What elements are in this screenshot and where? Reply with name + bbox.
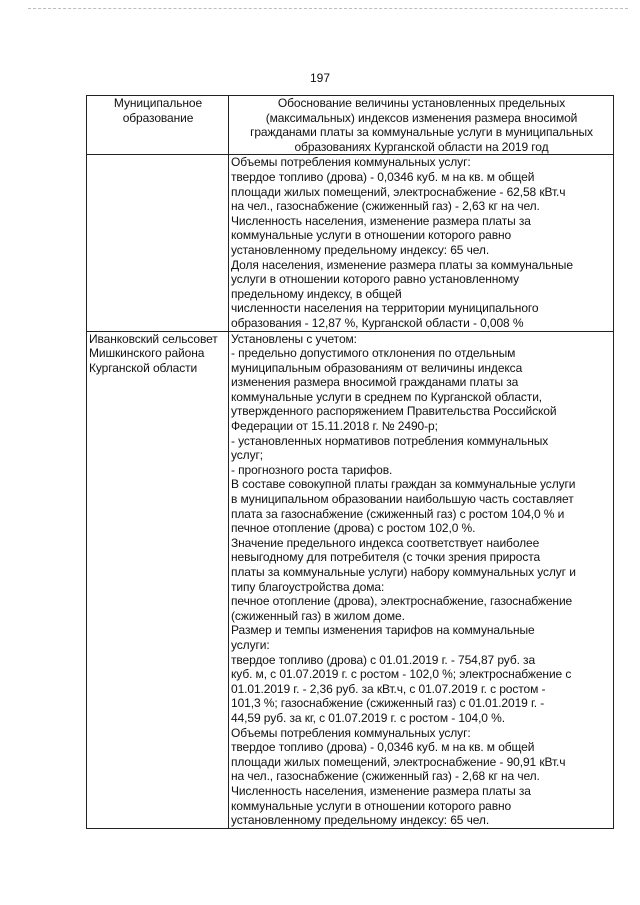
row1-justification-cell: [229, 155, 614, 331]
text-line: 101,3 %; газоснабжение (сжиженный газ) с 01.01.2019 г. -: [231, 696, 545, 711]
header-col1-line: Муниципальное: [113, 96, 203, 110]
header-col2-line: (максимальных) индексов изменения размера вносимой: [265, 110, 578, 125]
header-justification: [229, 96, 614, 155]
text-line: на чел., газоснабжение (сжиженный газ) - 2,63 кг на чел.: [231, 199, 540, 214]
municipality-name-line: Мишкинского района: [89, 346, 205, 361]
text-line: услуги:: [231, 637, 270, 652]
text-line: численности населения на территории муниципального: [231, 301, 539, 316]
text-line: (сжиженный газ) в жилом доме.: [231, 608, 405, 623]
text-line: площади жилых помещений, электроснабжение - 62,58 кВт.ч: [231, 184, 566, 199]
text-line: твердое топливо (дрова) - 0,0346 куб. м на кв. м общей: [231, 169, 535, 184]
text-line: на чел., газоснабжение (сжиженный газ) - 2,68 кг на чел.: [231, 769, 540, 784]
tariff-table: [86, 95, 614, 829]
header-municipality: [87, 96, 229, 155]
text-line: услуг;: [231, 448, 263, 463]
text-line: - установленных нормативов потребления коммунальных: [231, 433, 549, 448]
text-line: твердое топливо (дрова) с 01.01.2019 г. - 754,87 руб. за: [231, 652, 536, 667]
text-line: Федерации от 15.11.2018 г. № 2490-р;: [231, 419, 438, 434]
text-line: типу благоустройства дома:: [231, 579, 385, 594]
header-col2-line: гражданами платы за коммунальные услуги в муниципальных: [250, 125, 593, 140]
header-col2-line: образованиях Курганской области на 2019 год: [294, 139, 549, 154]
text-line: площади жилых помещений, электроснабжение - 90,91 кВт.ч: [231, 754, 566, 769]
text-line: образования - 12,87 %, Курганской области - 0,008 %: [231, 315, 524, 330]
text-line: муниципальным образованиям от величины индекса: [231, 360, 523, 375]
text-line: печное отопление (дрова), электроснабжение, газоснабжение: [231, 594, 573, 609]
text-line: Размер и темпы изменения тарифов на коммунальные: [231, 623, 535, 638]
row1-municipality-cell: [87, 155, 229, 331]
text-line: Доля населения, изменение размера платы за коммунальные: [231, 257, 573, 272]
municipality-name-line: Иванковский сельсовет: [89, 331, 218, 346]
text-line: 01.01.2019 г. - 2,36 руб. за кВт.ч, с 01.07.2019 г. с ростом -: [231, 681, 546, 696]
text-line: Объемы потребления коммунальных услуг:: [231, 155, 471, 170]
municipality-name-line: Курганской области: [89, 360, 198, 375]
text-line: установленному предельному индексу: 65 чел.: [231, 813, 490, 828]
row2-justification-cell: [229, 331, 614, 828]
text-line: твердое топливо (дрова) - 0,0346 куб. м на кв. м общей: [231, 740, 535, 755]
text-line: услуги в отношении которого равно установленному: [231, 272, 520, 287]
row2-municipality-cell: [87, 331, 229, 828]
text-line: - прогнозного роста тарифов.: [231, 462, 393, 477]
table-row: [87, 331, 614, 828]
header-col1-line: образование: [122, 110, 194, 125]
text-line: установленному предельному индексу: 65 чел.: [231, 242, 490, 257]
text-line: Объемы потребления коммунальных услуг:: [231, 725, 471, 740]
text-line: Численность населения, изменение размера платы за: [231, 213, 531, 228]
text-line: Численность населения, изменение размера платы за: [231, 783, 531, 798]
text-line: утвержденного распоряжением Правительства Российской: [231, 404, 557, 419]
text-line: плата за газоснабжение (сжиженный газ) с ростом 104,0 % и: [231, 506, 565, 521]
table-row: [87, 155, 614, 331]
scan-edge-line: [28, 8, 628, 9]
text-line: - предельно допустимого отклонения по отдельным: [231, 346, 516, 361]
text-line: коммунальные услуги в отношении которого равно: [231, 228, 512, 243]
text-line: изменения размера вносимой гражданами платы за: [231, 375, 519, 390]
text-line: в муниципальном образовании наибольшую часть составляет: [231, 492, 574, 507]
text-line: невыгодному для потребителя (с точки зрения прироста: [231, 550, 541, 565]
text-line: предельному индексу, в общей: [231, 286, 402, 301]
text-line: печное отопление (дрова) с ростом 102,0 %.: [231, 521, 476, 536]
header-col2-line: Обоснование величины установленных предельных: [277, 96, 566, 110]
text-line: платы за коммунальные услуги) набору коммунальных услуг и: [231, 565, 576, 579]
text-line: Значение предельного индекса соответствует наиболее: [231, 535, 540, 550]
text-line: коммунальные услуги в отношении которого равно: [231, 798, 512, 813]
text-line: 44,59 руб. за кг, с 01.07.2019 г. с ростом - 104,0 %.: [231, 710, 505, 725]
text-line: В составе совокупной платы граждан за коммунальные услуги: [231, 477, 576, 492]
text-line: куб. м, с 01.07.2019 г. с ростом - 102,0 %; электроснабжение с: [231, 667, 572, 682]
text-line: Установлены с учетом:: [231, 331, 357, 346]
text-line: коммунальные услуги в среднем по Курганской области,: [231, 389, 543, 404]
page-number: 197: [309, 71, 331, 85]
table-header-row: [87, 96, 614, 155]
